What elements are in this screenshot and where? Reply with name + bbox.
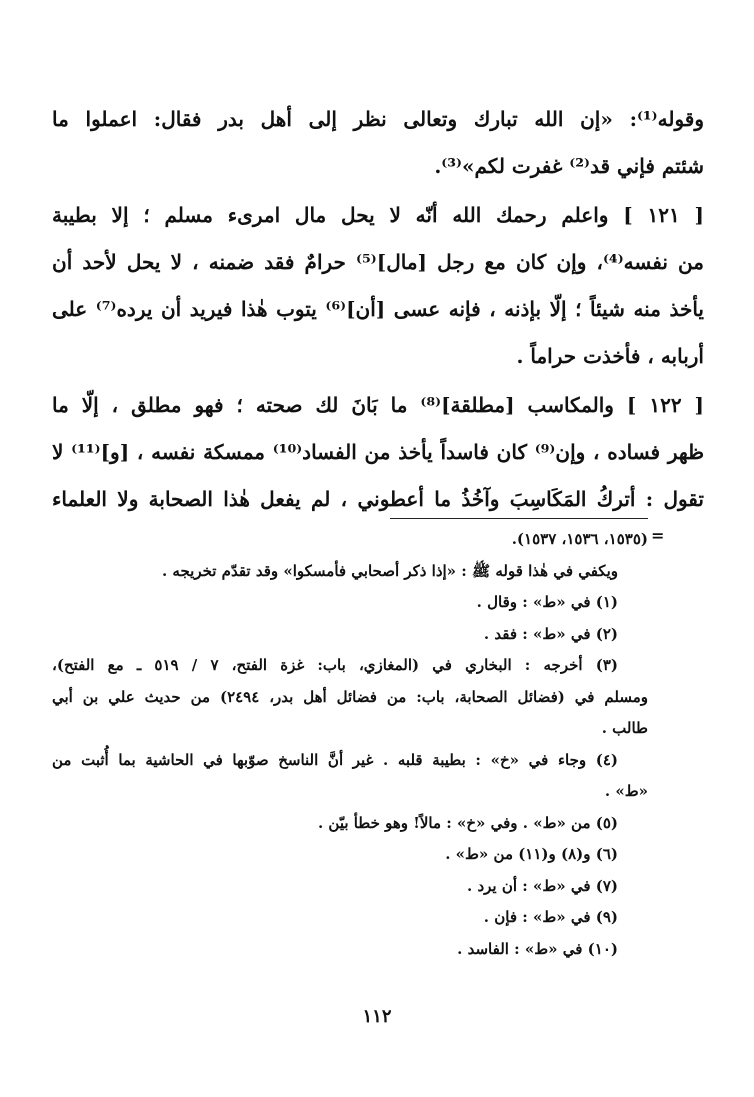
- footnote-line: طالب .: [601, 719, 648, 737]
- footnote-2: (٢) في «ط» : فقد .: [483, 624, 618, 643]
- footnote-line: ومسلم في (فضائل الصحابة، باب: من فضائل أهل بدر، ٢٤٩٤) من حديث علي بن أبي: [52, 687, 648, 706]
- main-line-8: ظهر فساده ، وإن⁽⁹⁾ كان فاسداً يأخذ من الفساد⁽¹⁰⁾ ممسكة نفسه ، [و]⁽¹¹⁾ لا: [52, 440, 704, 464]
- main-line-3: [ ١٢١ ] واعلم رحمك الله أنّه لا يحل مال امرىء مسلم ؛ إلا بطيبة: [52, 203, 704, 227]
- main-line-6: أربابه ، فأخذت حراماً .: [516, 344, 704, 368]
- main-line-2: شئتم فإني قد⁽²⁾ غفرت لكم»⁽³⁾.: [434, 154, 704, 178]
- footnote-line: «ط» .: [604, 782, 648, 800]
- footnote-line: ويكفي في هٰذا قوله ﷺ : «إذا ذكر أصحابي فأمسكوا» وقد تقدّم تخريجه .: [161, 561, 618, 580]
- footnote-3: (٣) أخرجه : البخاري في (المغازي، باب: غزة الفتح، ٧ / ٥١٩ ـ مع الفتح)،: [52, 656, 618, 674]
- footnote-7: (٧) في «ط» : أن يرد .: [467, 876, 618, 895]
- footnote-9: (٩) في «ط» : فإن .: [483, 908, 618, 926]
- footnote-line: (١٥٣٥، ١٥٣٦، ١٥٣٧).: [511, 530, 648, 548]
- footnotes: [52, 524, 648, 965]
- main-line-7: [ ١٢٢ ] والمكاسب [مطلقة]⁽⁸⁾ ما بَانَ لك صحته ؛ فهو مطلق ، إلّا ما: [52, 393, 704, 417]
- footnote-separator: [390, 518, 648, 519]
- footnote-1: (١) في «ط» : وقال .: [476, 593, 618, 611]
- footnote-10: (١٠) في «ط» : الفاسد .: [457, 939, 618, 958]
- page-number: ١١٢: [362, 1006, 392, 1027]
- footnote-6-8-11: (٦) و(٨) و(١١) من «ط» .: [445, 845, 618, 863]
- footnote-4: (٤) وجاء في «خ» : بطيبة قلبه . غير أنَّ الناسخ صوّبها في الحاشية بما أُثبت من: [52, 750, 618, 769]
- footnote-5: (٥) من «ط» . وفي «خ» : مالاً! وهو خطأ بيّن .: [317, 813, 618, 832]
- main-line-5: يأخذ منه شيئاً ؛ إلّا بإذنه ، فإنه عسى [أن]⁽⁶⁾ يتوب هٰذا فيريد أن يرده⁽⁷⁾ على: [52, 297, 704, 321]
- main-text: [52, 96, 704, 523]
- main-line-1: وقوله⁽¹⁾: «إن الله تبارك وتعالى نظر إلى أهل بدر فقال: اعملوا ما: [52, 107, 704, 131]
- main-line-4: من نفسه⁽⁴⁾، وإن كان مع رجل [مال]⁽⁵⁾ حرامٌ فقد ضمنه ، لا يحل لأحد أن: [52, 250, 704, 274]
- main-line-9: تقول : أتركُ المَكَاسِبَ وآخُذُ ما أعطوني ، لم يفعل هٰذا الصحابة ولا العلماء: [52, 487, 704, 511]
- footnote-continuation-mark: =: [651, 526, 665, 545]
